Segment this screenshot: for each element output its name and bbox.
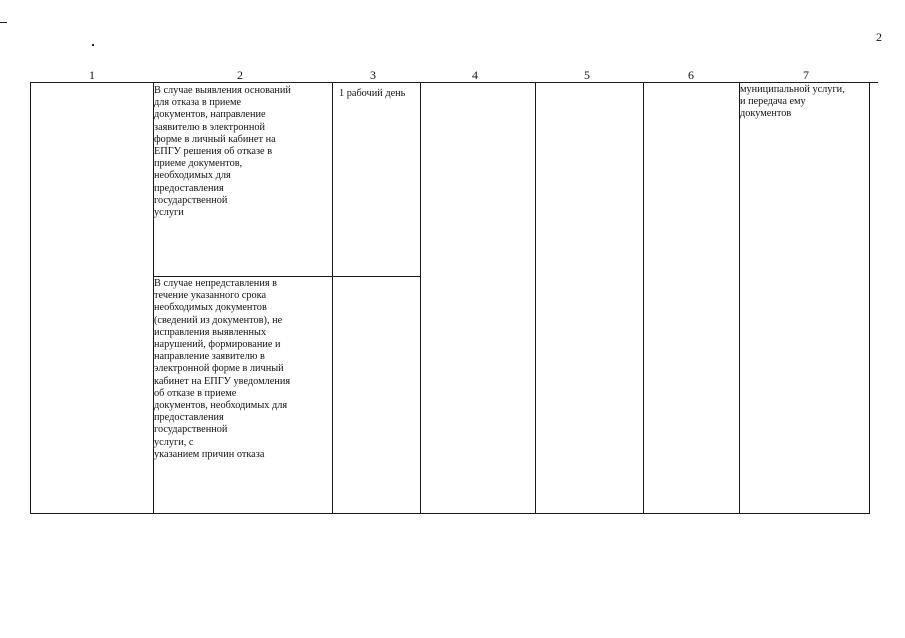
column-number-7: 7 (803, 68, 809, 82)
column-border-3-4 (420, 82, 421, 514)
table-bottom-line (30, 513, 870, 514)
page-number: 2 (876, 30, 882, 44)
column-number-6: 6 (688, 68, 694, 82)
row1-procedure-text: В случае выявления оснований для отказа в приеме документов, направление заявителю в электронной форме в личный кабинет на ЕПГУ решения об отказе в приеме документов, необходимых для предоставления государственной услуги (154, 85, 291, 219)
row1-deadline-text: 1 рабочий день (339, 88, 406, 99)
column-border-right (869, 82, 870, 514)
column-number-5: 5 (584, 68, 590, 82)
column-border-2-3 (332, 82, 333, 514)
row2-procedure-text: В случае непредставления в течение указанного срока необходимых документов (сведений из документов), не исправления выявленных нарушений, формирование и направление заявителю в электронной форме в личный кабинет на ЕПГУ уведомления об отказе в приеме документов, необходимых для предоставления государственной услуги, с указанием причин отказа (154, 278, 291, 460)
scan-mark-top-left (0, 22, 7, 23)
column-number-3: 3 (370, 68, 376, 82)
column-number-1: 1 (89, 68, 95, 82)
header-border-line (30, 82, 878, 83)
column-number-2: 2 (237, 68, 243, 82)
column-number-4: 4 (472, 68, 478, 82)
row-divider-line (153, 276, 421, 277)
column-border-left (30, 82, 31, 514)
column-border-4-5 (535, 82, 536, 514)
column-border-5-6 (643, 82, 644, 514)
row1-result-text: муниципальной услуги, и передача ему документов (740, 84, 845, 120)
scan-dot (92, 44, 94, 46)
column-border-6-7 (739, 82, 740, 514)
